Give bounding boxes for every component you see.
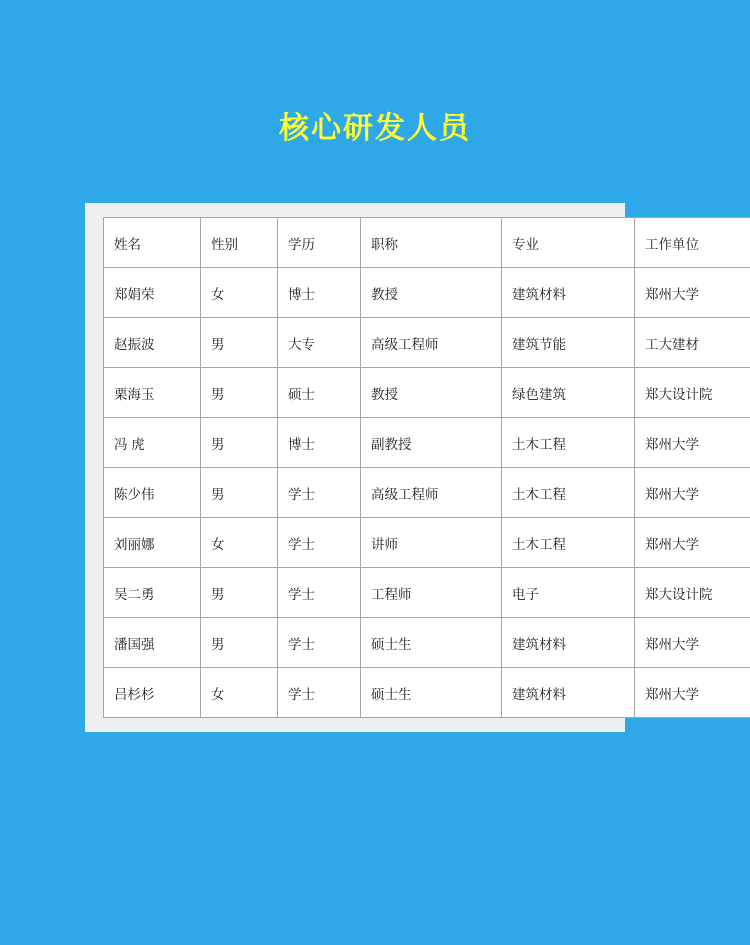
staff-table <box>103 217 750 718</box>
cell-title: 教授 <box>361 268 502 318</box>
cell-title: 高级工程师 <box>361 468 502 518</box>
cell-gender: 男 <box>201 418 278 468</box>
cell-employer: 郑州大学 <box>635 418 750 468</box>
table-header-row <box>104 218 750 268</box>
cell-employer: 郑州大学 <box>635 268 750 318</box>
table-row <box>104 318 750 368</box>
cell-name: 吴二勇 <box>104 568 201 618</box>
cell-title: 工程师 <box>361 568 502 618</box>
cell-major: 建筑节能 <box>502 318 635 368</box>
table-row <box>104 668 750 718</box>
cell-major: 建筑材料 <box>502 668 635 718</box>
cell-name: 刘丽娜 <box>104 518 201 568</box>
cell-employer: 郑大设计院 <box>635 568 750 618</box>
column-header-education: 学历 <box>278 218 361 268</box>
cell-employer: 工大建材 <box>635 318 750 368</box>
cell-title: 讲师 <box>361 518 502 568</box>
cell-title: 硕士生 <box>361 618 502 668</box>
table-row <box>104 618 750 668</box>
cell-education: 学士 <box>278 568 361 618</box>
table-row <box>104 368 750 418</box>
table-container <box>85 203 713 732</box>
cell-education: 学士 <box>278 468 361 518</box>
cell-title: 副教授 <box>361 418 502 468</box>
cell-gender: 女 <box>201 668 278 718</box>
cell-major: 土木工程 <box>502 418 635 468</box>
cell-education: 学士 <box>278 618 361 668</box>
cell-employer: 郑大设计院 <box>635 368 750 418</box>
table-row <box>104 518 750 568</box>
table-row <box>104 468 750 518</box>
column-header-title: 职称 <box>361 218 502 268</box>
cell-name: 赵振波 <box>104 318 201 368</box>
cell-gender: 男 <box>201 318 278 368</box>
cell-education: 硕士 <box>278 368 361 418</box>
cell-education: 博士 <box>278 268 361 318</box>
cell-title: 教授 <box>361 368 502 418</box>
cell-name: 冯 虎 <box>104 418 201 468</box>
cell-name: 潘国强 <box>104 618 201 668</box>
cell-name: 郑娟荣 <box>104 268 201 318</box>
table-row <box>104 418 750 468</box>
cell-gender: 男 <box>201 568 278 618</box>
table-row <box>104 268 750 318</box>
cell-name: 吕杉杉 <box>104 668 201 718</box>
column-header-major: 专业 <box>502 218 635 268</box>
cell-major: 土木工程 <box>502 518 635 568</box>
cell-employer: 郑州大学 <box>635 518 750 568</box>
table-body <box>104 218 750 718</box>
cell-major: 绿色建筑 <box>502 368 635 418</box>
cell-gender: 女 <box>201 268 278 318</box>
cell-major: 建筑材料 <box>502 618 635 668</box>
cell-gender: 男 <box>201 368 278 418</box>
cell-education: 学士 <box>278 518 361 568</box>
cell-education: 博士 <box>278 418 361 468</box>
cell-gender: 男 <box>201 468 278 518</box>
page-title: 核心研发人员 <box>279 112 471 145</box>
column-header-gender: 性别 <box>201 218 278 268</box>
cell-name: 栗海玉 <box>104 368 201 418</box>
cell-title: 硕士生 <box>361 668 502 718</box>
cell-name: 陈少伟 <box>104 468 201 518</box>
column-header-employer: 工作单位 <box>635 218 750 268</box>
cell-employer: 郑州大学 <box>635 668 750 718</box>
cell-major: 土木工程 <box>502 468 635 518</box>
column-header-name: 姓名 <box>104 218 201 268</box>
cell-major: 电子 <box>502 568 635 618</box>
cell-title: 高级工程师 <box>361 318 502 368</box>
cell-gender: 女 <box>201 518 278 568</box>
cell-education: 学士 <box>278 668 361 718</box>
cell-employer: 郑州大学 <box>635 618 750 668</box>
cell-employer: 郑州大学 <box>635 468 750 518</box>
cell-education: 大专 <box>278 318 361 368</box>
cell-gender: 男 <box>201 618 278 668</box>
table-row <box>104 568 750 618</box>
cell-major: 建筑材料 <box>502 268 635 318</box>
